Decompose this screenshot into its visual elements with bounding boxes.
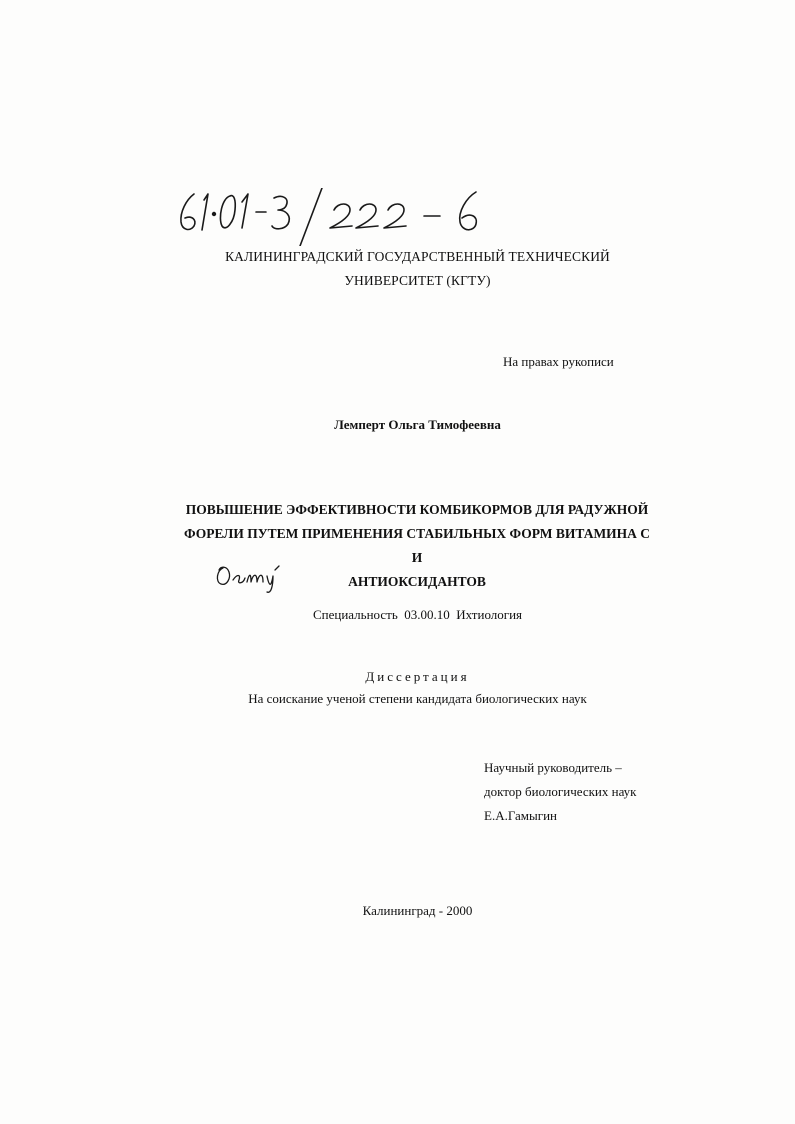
handwritten-signature bbox=[213, 560, 285, 594]
author-name: Лемперт Ольга Тимофеевна bbox=[334, 417, 501, 432]
supervisor-name: Е.А.Гамыгин bbox=[484, 808, 557, 823]
city-year: Калининград - 2000 bbox=[362, 903, 473, 918]
dissertation-degree: На соискание ученой степени кандидата биологических наук bbox=[248, 691, 587, 706]
specialty: Специальность 03.00.10 Ихтиология bbox=[312, 607, 523, 622]
supervisor-role: Научный руководитель – bbox=[484, 760, 622, 775]
supervisor-degree: доктор биологических наук bbox=[484, 784, 637, 799]
university-name bbox=[150, 245, 685, 293]
manuscript-rights: На правах рукописи bbox=[503, 354, 614, 369]
university-line-1: КАЛИНИНГРАДСКИЙ ГОСУДАРСТВЕННЫЙ ТЕХНИЧЕСКИЙ bbox=[225, 249, 610, 264]
title-line-1: ПОВЫШЕНИЕ ЭФФЕКТИВНОСТИ КОМБИКОРМОВ ДЛЯ РАДУЖНОЙ bbox=[185, 502, 649, 517]
handwritten-catalog-number bbox=[172, 188, 512, 246]
title-line-3: АНТИОКСИДАНТОВ bbox=[348, 574, 486, 589]
title-line-2: ФОРЕЛИ ПУТЕМ ПРИМЕНЕНИЯ СТАБИЛЬНЫХ ФОРМ ВИТАМИНА С И bbox=[183, 526, 651, 565]
supervisor-block bbox=[484, 756, 637, 828]
dissertation-label: Диссертация bbox=[365, 669, 470, 684]
university-line-2: УНИВЕРСИТЕТ (КГТУ) bbox=[344, 273, 491, 288]
